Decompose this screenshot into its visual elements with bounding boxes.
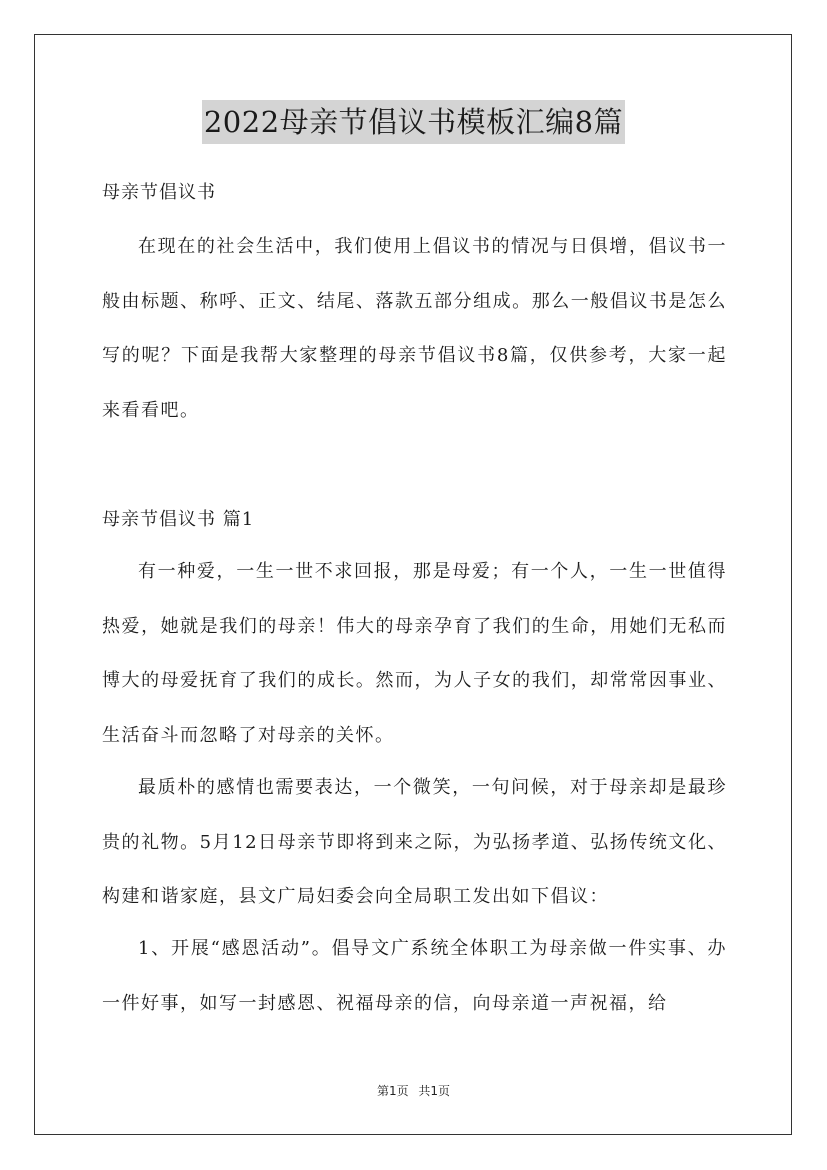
intro-heading: 母亲节倡议书 bbox=[102, 182, 216, 203]
page-footer bbox=[0, 1082, 827, 1099]
section-paragraph-3: 1、开展“感恩活动”。倡导文广系统全体职工为母亲做一件实事、办一件好事，如写一封感恩、祝福母亲的信，向母亲道一声祝福，给 bbox=[102, 938, 727, 1014]
title-wrap bbox=[0, 100, 827, 144]
document-title: 2022母亲节倡议书模板汇编8篇 bbox=[202, 100, 625, 144]
section-heading: 母亲节倡议书 篇1 bbox=[102, 509, 255, 530]
section-paragraph-2: 最质朴的感情也需要表达，一个微笑，一句问候，对于母亲却是最珍贵的礼物。5月12日母亲节即将到来之际，为弘扬孝道、弘扬传统文化、构建和谐家庭，县文广局妇委会向全局职工发出如下倡议： bbox=[102, 777, 727, 907]
section-paragraph-1: 有一种爱，一生一世不求回报，那是母爱；有一个人，一生一世值得热爱，她就是我们的母亲！伟大的母亲孕育了我们的生命，用她们无私而博大的母爱抚育了我们的成长。然而，为人子女的我们，却常常因事业、生活奋斗而忽略了对母亲的关怀。 bbox=[102, 561, 727, 746]
page-number-current: 第1页 bbox=[376, 1084, 409, 1098]
intro-paragraph: 在现在的社会生活中，我们使用上倡议书的情况与日俱增，倡议书一般由标题、称呼、正文、结尾、落款五部分组成。那么一般倡议书是怎么写的呢？下面是我帮大家整理的母亲节倡议书8篇，仅供参考，大家一起来看看吧。 bbox=[102, 236, 727, 421]
page-number-total: 共1页 bbox=[418, 1084, 451, 1098]
